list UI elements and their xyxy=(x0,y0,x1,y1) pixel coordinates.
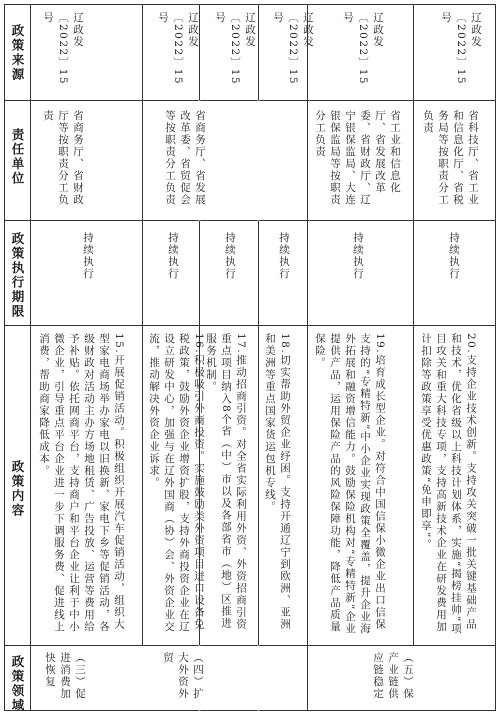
row-16-field: （四）扩大外资外贸 xyxy=(162,652,204,700)
row-15-content: 15.开展促销活动。积极组织开展汽车促销活动，组织大型家电商场举办家电以旧换新、家电下乡等促销活动，各级财政对活动主办方场地租赁、广告投放、运营等费用给予补贴。依托网商平台，支持商户和平台企业让利于中小微企业，引导重点平台企业进一步下调服务费、促进线上消费，帮助商家降低成本。 xyxy=(38,333,125,633)
row-19-unit: 省工业和信息化厅、省发展改革委、省财政厅、辽宁银保监局、大连银保监局等按职责分工负责 xyxy=(314,110,401,206)
row-19-source: 辽政发〔2022〕15号 xyxy=(342,12,384,86)
row-19-period: 持续执行 xyxy=(352,232,364,280)
header-source: 政策来源 xyxy=(10,24,25,82)
header-unit: 责任单位 xyxy=(10,128,25,186)
row-17-period: 持续执行 xyxy=(224,232,236,280)
row-20-source: 辽政发〔2022〕15号 xyxy=(440,12,482,86)
header-period: 政策执行期限 xyxy=(10,232,25,319)
row-15-source: 辽政发〔2022〕15号 xyxy=(42,12,84,86)
row-16-content: 16.积极吸引外商投资。实施鼓励类外资项目进口设备免税政策，鼓励外资企业增资扩股，支持外商投资企业在辽设立研发中心，加强与在辽外国商（协）会、外资企业交流，推动解决外资企业诉求。 xyxy=(148,333,205,633)
row-16-source: 辽政发〔2022〕15号 xyxy=(157,12,199,86)
header-field: 政策领域 xyxy=(10,655,25,713)
header-content: 政策内容 xyxy=(10,460,25,518)
row-16-period: 持续执行 xyxy=(167,232,179,280)
row-20-unit: 省科技厅、省工业和信息化厅、省税务局等按职责分工负责 xyxy=(422,110,479,206)
row-17-source: 辽政发〔2022〕15号 xyxy=(214,12,256,86)
row-19-content: 19.培育成长型企业。对符合中国信保小微企业出口信保支持的“专精特新”中小企业实现政策全覆盖，提升企业海外拓展和融资增信能力。鼓励保险机构对“专精特新”企业提供产品，运用保险产品的风险保障功能，降低产品质量保险。 xyxy=(314,333,386,635)
row-20-period: 持续执行 xyxy=(448,232,460,280)
row-18-period: 持续执行 xyxy=(278,232,290,280)
row-15-period: 持续执行 xyxy=(82,232,94,280)
row-15-field: （三）促进消费加快恢复 xyxy=(44,652,86,700)
row-17-content: 17.推动招商引资。对全省实际利用外资、外资招商引资重点项目纳入8个省（中）市以及各部省市（地）区推进服务机制。 xyxy=(205,333,247,631)
row-15-unit: 省商务厅、省财政厅等按职责分工负责 xyxy=(42,110,84,206)
row-18-source: 辽政发〔2022〕15号 xyxy=(272,12,314,86)
row-18-content: 18.切实帮助外贸企业纾困。支持开通辽宁到欧洲、亚洲和美洲等重点国家货运包机专线。 xyxy=(264,333,291,631)
row-16-unit: 省商务厅、省发展改革委、省贸促会等按职责分工负责 xyxy=(164,110,206,206)
row-20-content: 20.支持企业技术创新。支持攻关突破一批关键基础产品和技术，优化省级以上科技计划体系，实施“揭榜挂帅”项目攻关和重大科技专项，支持高新技术企业在研发费用加计扣除等政策享受优惠政策“免申即享”。 xyxy=(420,333,477,635)
row-19-field: （五）保产业链供应链稳定 xyxy=(372,652,414,700)
